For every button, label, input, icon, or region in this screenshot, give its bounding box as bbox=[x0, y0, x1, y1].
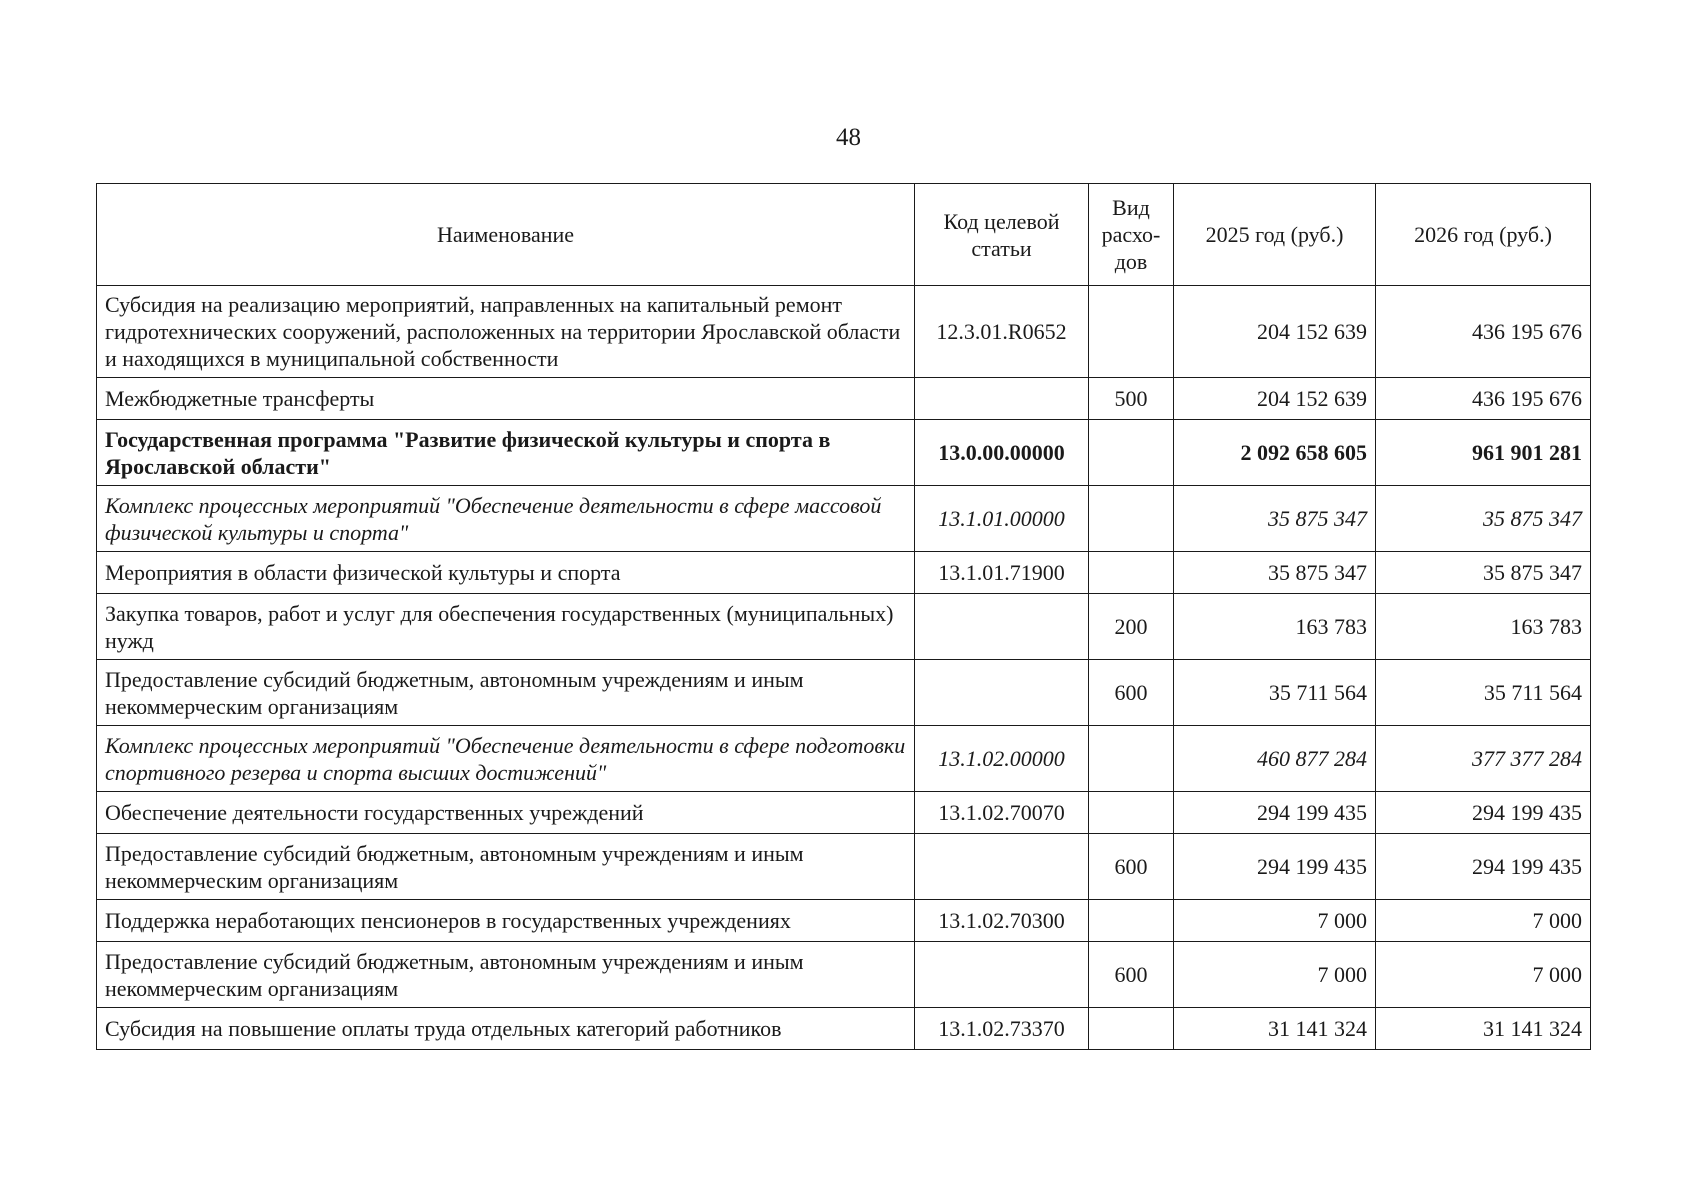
cell-amount-2026: 436 195 676 bbox=[1376, 286, 1591, 378]
cell-amount-2026: 163 783 bbox=[1376, 594, 1591, 660]
table-row bbox=[97, 486, 1591, 552]
cell-amount-2025: 35 875 347 bbox=[1174, 552, 1376, 594]
cell-name: Субсидия на повышение оплаты труда отдельных категорий работников bbox=[97, 1008, 915, 1050]
cell-amount-2025: 204 152 639 bbox=[1174, 378, 1376, 420]
cell-expense-type bbox=[1089, 1008, 1174, 1050]
cell-amount-2026: 35 875 347 bbox=[1376, 552, 1591, 594]
table-row bbox=[97, 834, 1591, 900]
cell-code: 13.1.01.71900 bbox=[915, 552, 1089, 594]
cell-name: Субсидия на реализацию мероприятий, направленных на капитальный ремонт гидротехнических сооружений, расположенных на территории Ярославской области и находящихся в муниципальной собственности bbox=[97, 286, 915, 378]
cell-amount-2026: 31 141 324 bbox=[1376, 1008, 1591, 1050]
cell-expense-type: 200 bbox=[1089, 594, 1174, 660]
cell-code bbox=[915, 942, 1089, 1008]
cell-code bbox=[915, 660, 1089, 726]
table-row bbox=[97, 594, 1591, 660]
cell-expense-type bbox=[1089, 900, 1174, 942]
cell-name: Закупка товаров, работ и услуг для обеспечения государственных (муниципальных) нужд bbox=[97, 594, 915, 660]
header-2026: 2026 год (руб.) bbox=[1376, 184, 1591, 286]
cell-amount-2026: 7 000 bbox=[1376, 942, 1591, 1008]
cell-amount-2026: 436 195 676 bbox=[1376, 378, 1591, 420]
table-row bbox=[97, 552, 1591, 594]
table-body bbox=[97, 286, 1591, 1050]
cell-code: 13.1.02.00000 bbox=[915, 726, 1089, 792]
table-header-row bbox=[97, 184, 1591, 286]
cell-code: 13.1.02.70070 bbox=[915, 792, 1089, 834]
table-row bbox=[97, 378, 1591, 420]
cell-amount-2026: 294 199 435 bbox=[1376, 834, 1591, 900]
cell-code bbox=[915, 834, 1089, 900]
cell-amount-2025: 294 199 435 bbox=[1174, 792, 1376, 834]
cell-expense-type bbox=[1089, 726, 1174, 792]
cell-code: 13.1.01.00000 bbox=[915, 486, 1089, 552]
table-row bbox=[97, 726, 1591, 792]
cell-code: 12.3.01.R0652 bbox=[915, 286, 1089, 378]
cell-expense-type bbox=[1089, 486, 1174, 552]
cell-amount-2025: 204 152 639 bbox=[1174, 286, 1376, 378]
cell-name: Предоставление субсидий бюджетным, автономным учреждениям и иным некоммерческим организациям bbox=[97, 660, 915, 726]
cell-amount-2025: 35 711 564 bbox=[1174, 660, 1376, 726]
cell-amount-2025: 2 092 658 605 bbox=[1174, 420, 1376, 486]
cell-amount-2026: 377 377 284 bbox=[1376, 726, 1591, 792]
cell-name: Межбюджетные трансферты bbox=[97, 378, 915, 420]
cell-code: 13.1.02.73370 bbox=[915, 1008, 1089, 1050]
cell-amount-2025: 31 141 324 bbox=[1174, 1008, 1376, 1050]
header-type: Вид расхо-дов bbox=[1089, 184, 1174, 286]
cell-expense-type bbox=[1089, 286, 1174, 378]
cell-name: Комплекс процессных мероприятий "Обеспечение деятельности в сфере подготовки спортивного резерва и спорта высших достижений" bbox=[97, 726, 915, 792]
cell-expense-type: 500 bbox=[1089, 378, 1174, 420]
cell-amount-2026: 7 000 bbox=[1376, 900, 1591, 942]
cell-amount-2025: 294 199 435 bbox=[1174, 834, 1376, 900]
cell-expense-type bbox=[1089, 420, 1174, 486]
cell-code: 13.1.02.70300 bbox=[915, 900, 1089, 942]
cell-amount-2025: 460 877 284 bbox=[1174, 726, 1376, 792]
cell-expense-type: 600 bbox=[1089, 942, 1174, 1008]
header-name: Наименование bbox=[97, 184, 915, 286]
cell-amount-2026: 961 901 281 bbox=[1376, 420, 1591, 486]
table-row bbox=[97, 942, 1591, 1008]
cell-name: Комплекс процессных мероприятий "Обеспечение деятельности в сфере массовой физической культуры и спорта" bbox=[97, 486, 915, 552]
cell-amount-2025: 35 875 347 bbox=[1174, 486, 1376, 552]
header-code: Код целевой статьи bbox=[915, 184, 1089, 286]
cell-expense-type: 600 bbox=[1089, 834, 1174, 900]
table-row bbox=[97, 660, 1591, 726]
table-row bbox=[97, 286, 1591, 378]
cell-amount-2025: 163 783 bbox=[1174, 594, 1376, 660]
cell-amount-2026: 35 711 564 bbox=[1376, 660, 1591, 726]
cell-expense-type bbox=[1089, 792, 1174, 834]
cell-name: Поддержка неработающих пенсионеров в государственных учреждениях bbox=[97, 900, 915, 942]
cell-code bbox=[915, 378, 1089, 420]
cell-expense-type: 600 bbox=[1089, 660, 1174, 726]
budget-table bbox=[96, 183, 1591, 1050]
cell-amount-2026: 35 875 347 bbox=[1376, 486, 1591, 552]
table-row bbox=[97, 420, 1591, 486]
cell-amount-2026: 294 199 435 bbox=[1376, 792, 1591, 834]
cell-name: Мероприятия в области физической культуры и спорта bbox=[97, 552, 915, 594]
table-row bbox=[97, 900, 1591, 942]
cell-name: Предоставление субсидий бюджетным, автономным учреждениям и иным некоммерческим организациям bbox=[97, 942, 915, 1008]
cell-expense-type bbox=[1089, 552, 1174, 594]
cell-code: 13.0.00.00000 bbox=[915, 420, 1089, 486]
cell-code bbox=[915, 594, 1089, 660]
cell-name: Обеспечение деятельности государственных учреждений bbox=[97, 792, 915, 834]
cell-name: Государственная программа "Развитие физической культуры и спорта в Ярославской области" bbox=[97, 420, 915, 486]
cell-name: Предоставление субсидий бюджетным, автономным учреждениям и иным некоммерческим организациям bbox=[97, 834, 915, 900]
cell-amount-2025: 7 000 bbox=[1174, 900, 1376, 942]
table-row bbox=[97, 792, 1591, 834]
page-number: 48 bbox=[836, 124, 861, 151]
cell-amount-2025: 7 000 bbox=[1174, 942, 1376, 1008]
table-row bbox=[97, 1008, 1591, 1050]
header-2025: 2025 год (руб.) bbox=[1174, 184, 1376, 286]
